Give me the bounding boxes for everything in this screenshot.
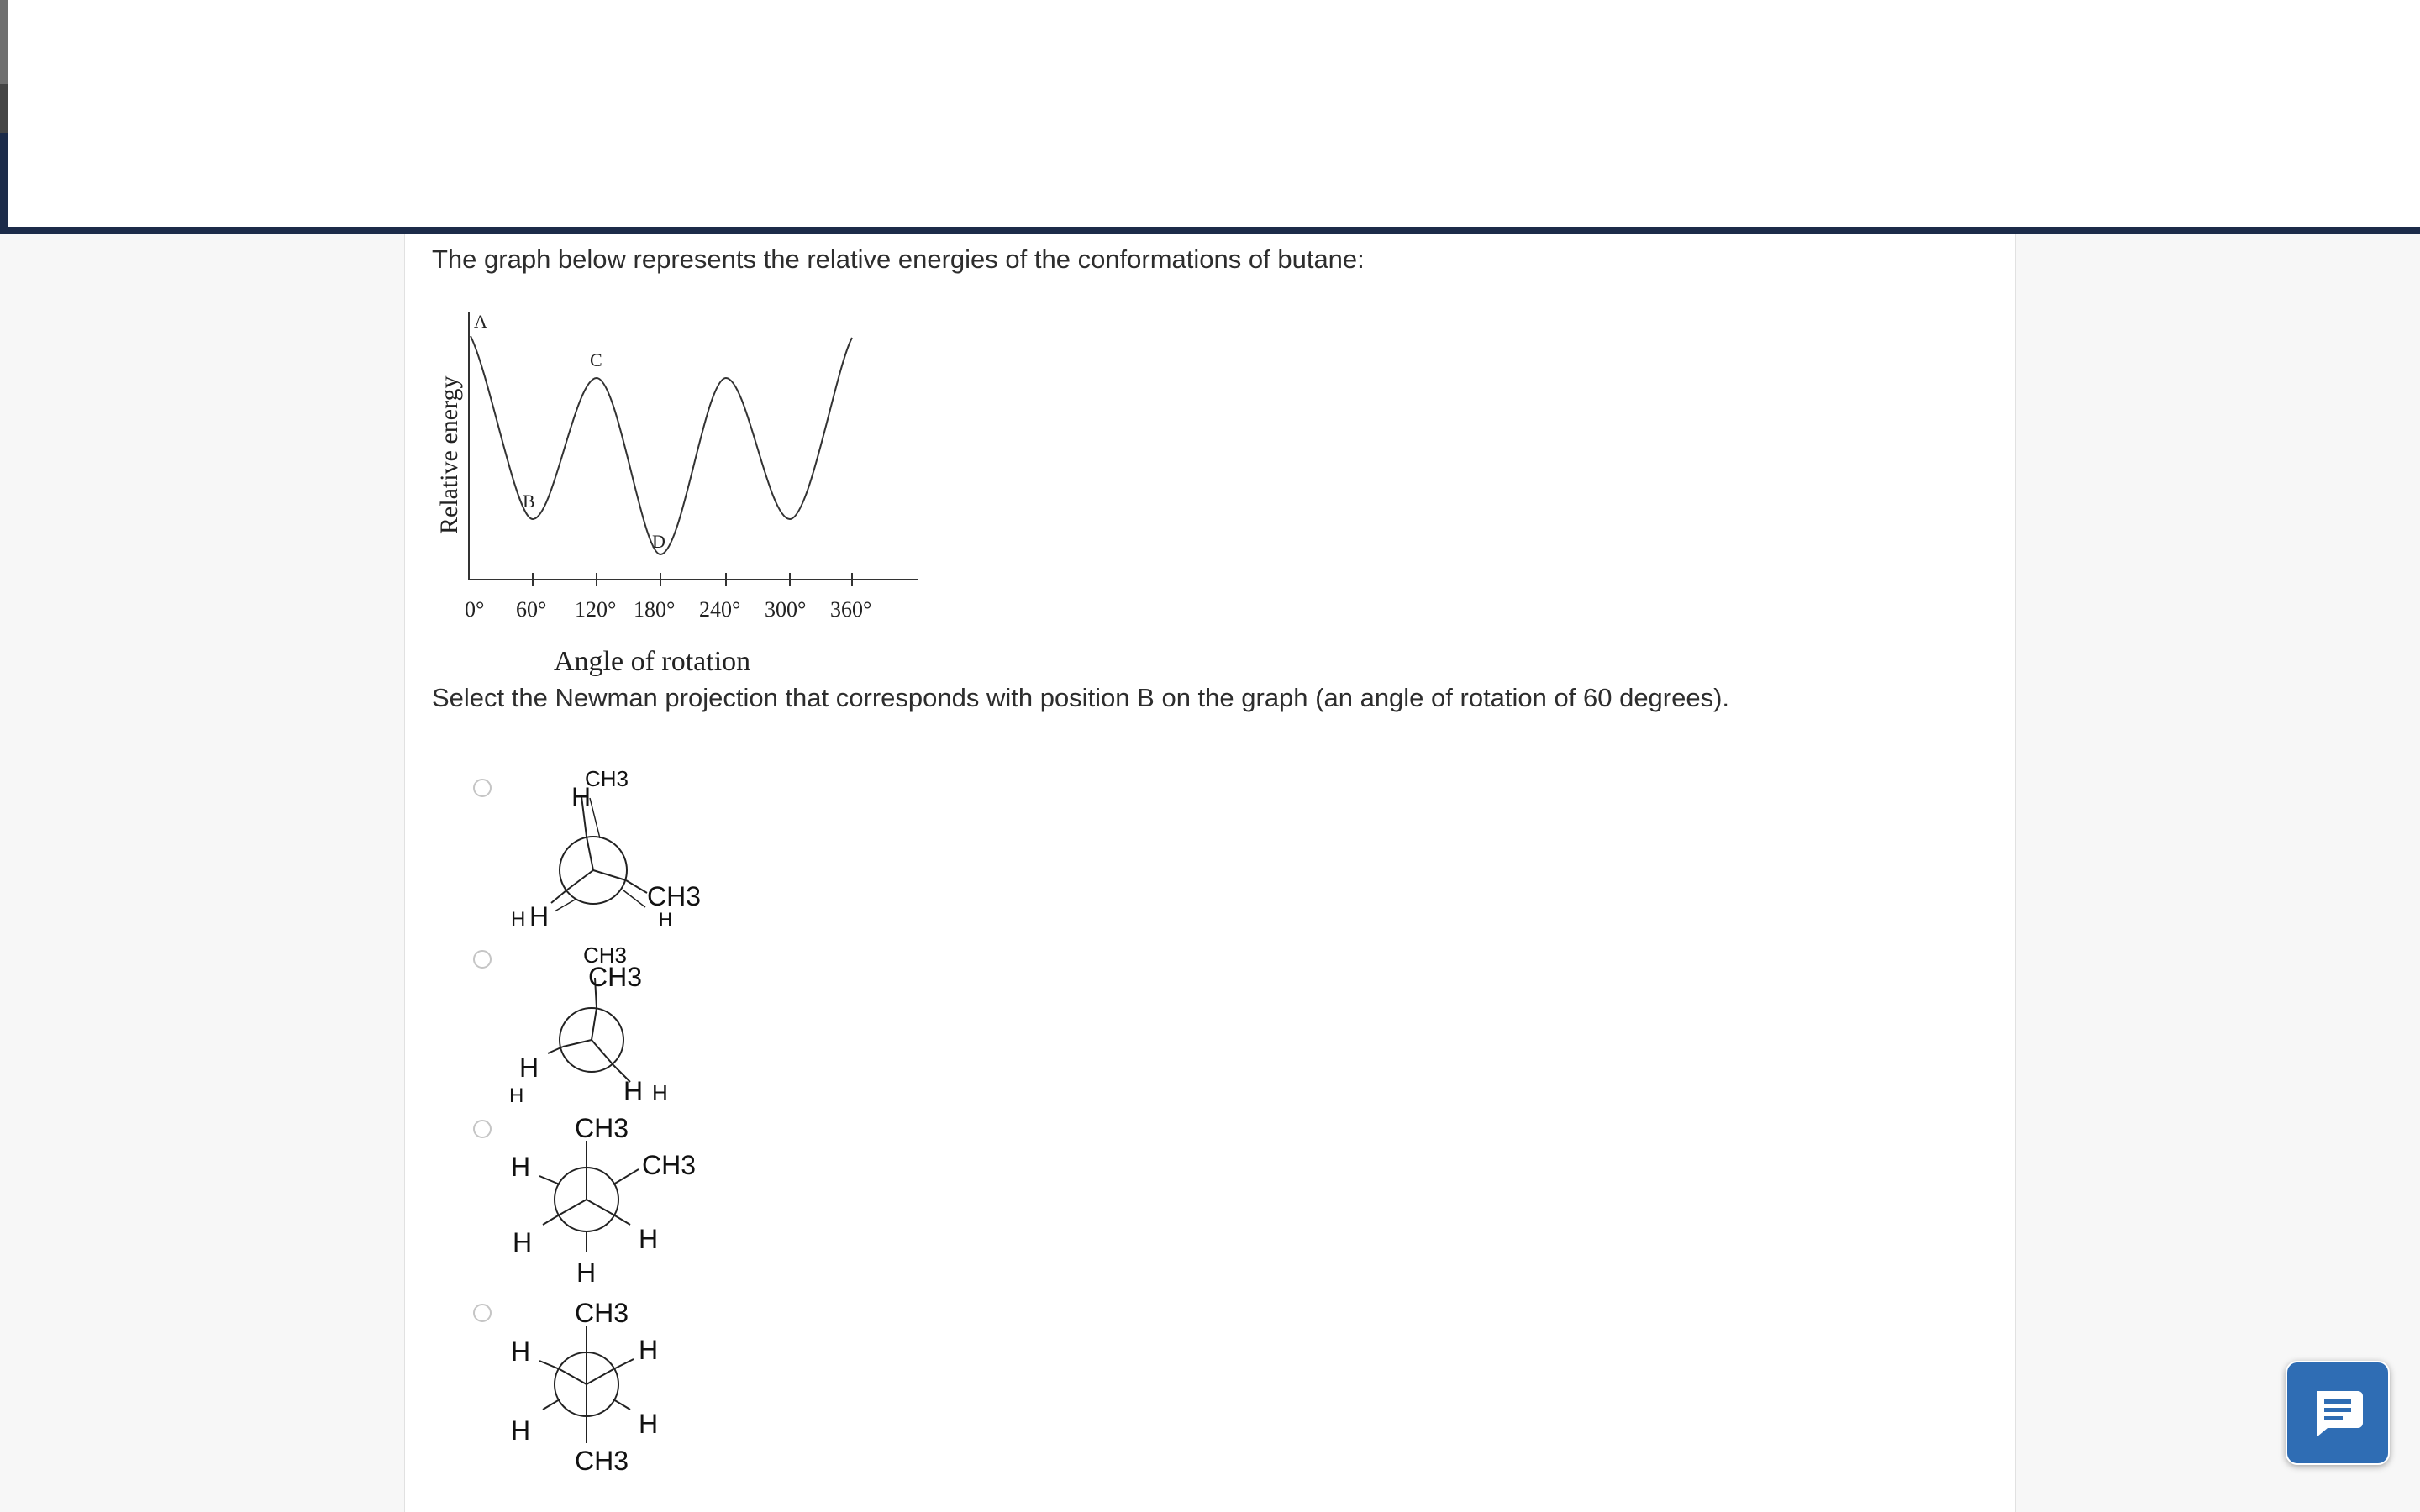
graph-tick-300: 300°: [765, 597, 807, 622]
option-a-newman: [496, 764, 731, 932]
option-a-back-left: H: [511, 908, 526, 931]
option-a-back-right: H: [659, 909, 672, 930]
option-c-lower-right: H: [639, 1224, 659, 1254]
option-d-top: CH3: [575, 1298, 629, 1328]
question-prompt: The graph below represents the relative energies of the conformations of butane:: [432, 244, 1365, 274]
option-a-front-top: CH3: [585, 766, 629, 791]
graph-tick-240: 240°: [699, 597, 741, 622]
graph-point-d: D: [652, 531, 666, 552]
graph-ylabel: Relative energy: [435, 375, 463, 534]
option-d-radio[interactable]: [473, 1304, 492, 1322]
graph-tick-60: 60°: [516, 597, 547, 622]
energy-graph: [432, 302, 936, 685]
left-strip-segment: [0, 0, 8, 84]
option-c-newman: [496, 1107, 731, 1292]
option-d-bottom: CH3: [575, 1446, 629, 1476]
option-b-front-right: H: [623, 1076, 644, 1106]
left-strip-segment: [0, 84, 8, 133]
chat-button[interactable]: [2286, 1361, 2390, 1465]
option-c-radio[interactable]: [473, 1120, 492, 1138]
option-b-newman: [496, 939, 731, 1107]
option-d-lower-left: H: [511, 1415, 531, 1446]
graph-tick-360: 360°: [830, 597, 872, 622]
graph-xlabel: Angle of rotation: [554, 646, 751, 677]
question-instruction: Select the Newman projection that corresponds with position B on the graph (an angle of rotation of 60 degrees).: [432, 683, 1730, 712]
graph-tick-180: 180°: [634, 597, 676, 622]
option-a-radio[interactable]: [473, 779, 492, 797]
energy-curve: [471, 336, 852, 554]
option-b-back-left: H: [509, 1084, 524, 1107]
top-header: [0, 0, 2420, 227]
chat-icon: [2309, 1384, 2366, 1441]
option-a-front-left: H: [529, 901, 550, 932]
option-c-top: CH3: [575, 1113, 629, 1143]
option-d-upper-left: H: [511, 1336, 531, 1367]
option-c-lower-left: H: [513, 1227, 533, 1257]
option-b-front-left: H: [519, 1053, 539, 1083]
graph-point-c: C: [590, 349, 602, 370]
option-b-back-top: CH3: [583, 942, 628, 968]
left-edge-strip: [0, 0, 8, 227]
option-c-upper-left: H: [511, 1152, 531, 1182]
option-b-radio[interactable]: [473, 950, 492, 969]
graph-point-a: A: [474, 311, 487, 332]
option-d-lower-right: H: [639, 1409, 659, 1439]
option-b-front-top: CH3: [588, 962, 643, 992]
option-c-bottom: H: [576, 1257, 597, 1288]
graph-tick-0: 0°: [465, 597, 485, 622]
option-a-back-top: H: [571, 782, 592, 812]
option-a-front-right: CH3: [647, 881, 702, 911]
graph-tick-120: 120°: [575, 597, 617, 622]
option-d-upper-right: H: [639, 1335, 659, 1365]
option-c-upper-right: CH3: [642, 1150, 697, 1180]
option-d-newman: [496, 1292, 731, 1477]
header-divider-bar: [0, 227, 2420, 234]
option-b-back-right: H: [652, 1080, 668, 1105]
graph-point-b: B: [523, 491, 535, 512]
